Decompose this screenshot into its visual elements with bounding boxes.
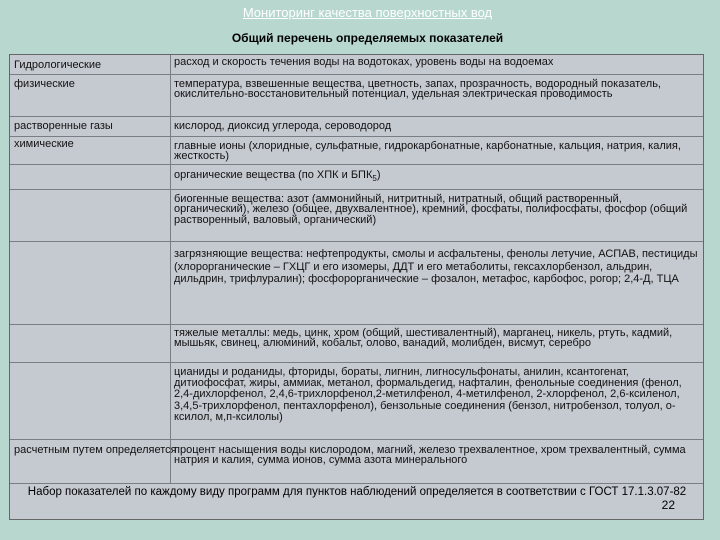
row-label-dissolved-gases: растворенные газы — [14, 120, 113, 132]
page-number: 22 — [661, 498, 675, 512]
table-row-biogenic — [10, 190, 703, 242]
table-row-chemical-ions — [10, 137, 703, 165]
table-row-physical — [10, 75, 703, 117]
table-row-dissolved-gases — [10, 117, 703, 137]
table-row-other-substances — [10, 363, 703, 440]
row-label-physical: физические — [14, 78, 75, 90]
table-title: Общий перечень определяемых показателей — [231, 31, 504, 45]
table-row-pollutants — [10, 242, 703, 325]
indicators-table — [9, 54, 704, 520]
row-value-dissolved-gases: кислород, диоксид углерода, сероводород — [174, 120, 392, 132]
footer-note: Набор показателей по каждому виду программ для пунктов наблюдений определяется в соответствии с ГОСТ 17.1.3.07-82 — [27, 486, 687, 498]
table-row-hydrological — [10, 55, 703, 75]
table-row-organic — [10, 165, 703, 190]
row-value-main-ions: главные ионы (хлоридные, сульфатные, гидрокарбонатные, карбонатные, кальция, натрия, калия, жесткость) — [174, 140, 681, 163]
row-value-calculated: процент насыщения воды кислородом, магний, железо трехвалентное, хром трехвалентный, сумма натрия и калия, сумма ионов, сумма азота минерального — [174, 444, 686, 467]
table-row-heavy-metals — [10, 325, 703, 363]
slide-title[interactable]: Мониторинг качества поверхностных вод — [242, 5, 493, 20]
row-value-physical: температура, взвешенные вещества, цветность, запах, прозрачность, водородный показатель, окислительно-восстановительный потенциал, удельная электрическая проводимость — [174, 78, 661, 101]
row-value-other-substances: цианиды и роданиды, фториды, бораты, лигнин, лигносульфонаты, анилин, ксантогенат, дитиофосфат, жиры, аммиак, метанол, формальдегид, нафталин, фенольные соединения (фенол, 2,4-дихлорфенол, 2,4,6-трихлорфенол,2-метилфенол, 4-метилфенол, 2-хлорфенол, 2,6-ксиленол, 3,4,5-трихлорфенол, пентахлорфенол), бензольные соединения (бензол, нитробензол, толуол, о-ксилол, м,п-ксилолы) — [174, 366, 682, 423]
row-label-hydrological: Гидрологические — [14, 59, 102, 71]
row-value-pollutants: загрязняющие вещества: нефтепродукты, смолы и асфальтены, фенолы летучие, АСПАВ, пестициды (хлорорганические – ГХЦГ и его изомеры, ДДТ и его метаболиты, гексахлорбензол, альдрин, дильдрин, трифлуралин); фосфорорганические – фозалон, метафос, карбофос, рогор; 2,4-Д, ТЦА — [174, 248, 698, 285]
row-label-chemical: химические — [14, 138, 74, 150]
table-footer — [10, 484, 703, 519]
row-label-calculated: расчетным путем определяется — [14, 444, 177, 456]
row-value-biogenic: биогенные вещества: азот (аммонийный, нитритный, нитратный, общий растворенный, органический), железо (общее, двухвалентное), кремний, фосфаты, полифосфаты, фосфор (общий растворенный, валовый, органический) — [174, 193, 688, 226]
table-row-calculated — [10, 440, 703, 484]
row-value-hydrological: расход и скорость течения воды на водотоках, уровень воды на водоемах — [174, 56, 554, 68]
row-value-organic: органические вещества (по ХПК и $БПК_5$) — [174, 169, 381, 184]
row-value-heavy-metals: тяжелые металлы: медь, цинк, хром (общий, шестивалентный), марганец, никель, ртуть, кадмий, мышьяк, свинец, алюминий, кобальт, олово, ванадий, молибден, висмут, серебро — [174, 327, 673, 350]
